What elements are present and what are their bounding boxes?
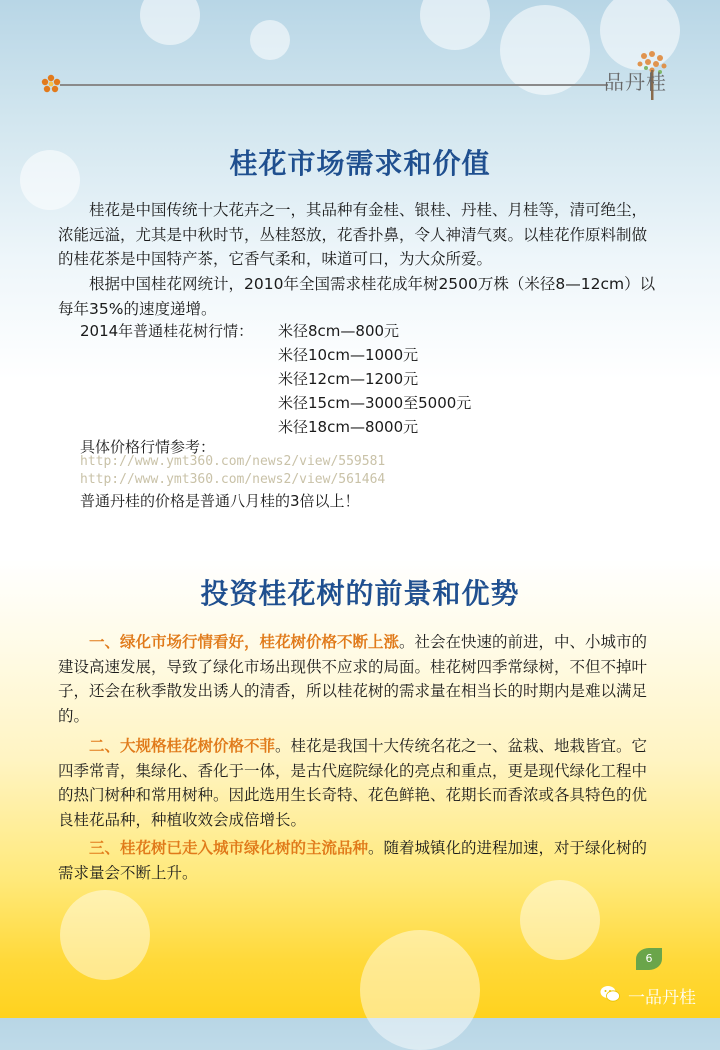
advantage-body: 。随着城镇化的进程加速，对于绿化树的需求量会不断上升。 xyxy=(58,839,648,882)
bokeh-circle xyxy=(60,890,150,980)
advantage-heading: 三、桂花树已走入城市绿化树的主流品种 xyxy=(89,839,369,857)
reference-heading: 具体价格行情参考： xyxy=(80,438,216,456)
advantage-item xyxy=(58,836,662,885)
section1-title: 桂花市场需求和价值 xyxy=(229,147,491,180)
watermark-text: 一品丹桂 xyxy=(628,988,696,1008)
advantage-body: 。社会在快速的前进，中、小城市的建设高速发展，导致了绿化市场出现供不应求的局面。桂花树四季常绿树，不但不掉叶子，还会在秋季散发出诱人的清香，所以桂花树的需求量在相当长的时期内是难以满足的。 xyxy=(58,633,648,725)
reference-link[interactable]: http://www.ymt360.com/news2/view/561464 xyxy=(80,472,386,487)
advantage-body: 。桂花是我国十大传统名花之一、盆栽、地栽皆宜。它四季常青，集绿化、香化于一体，是古代庭院绿化的亮点和重点，更是现代绿化工程中的热门树种和常用树种。因此选用生长奇特、花色鲜艳、花期长而香浓或各具特色的优良桂花品种，种植收效会成倍增长。 xyxy=(58,737,648,829)
header-divider xyxy=(60,84,608,86)
advantage-item xyxy=(58,734,662,832)
bokeh-circle xyxy=(140,0,200,45)
wechat-icon xyxy=(600,985,620,1003)
bokeh-circle xyxy=(520,880,600,960)
demand-paragraph: 根据中国桂花网统计，2010年全国需求桂花成年树2500万株（米径8—12cm）以每年35%的速度递增。 xyxy=(58,275,656,318)
price-heading: 2014年普通桂花树行情： xyxy=(80,322,254,340)
page-number: 6 xyxy=(636,948,662,970)
bokeh-circle xyxy=(360,930,480,1050)
intro-paragraph: 桂花是中国传统十大花卉之一，其品种有金桂、银桂、丹桂、月桂等，清可绝尘，浓能远溢，尤其是中秋时节，丛桂怒放，花香扑鼻，令人神清气爽。以桂花作原料制做的桂花茶是中国特产茶，它香气柔和，味道可口，为大众所爱。 xyxy=(58,201,648,268)
flower-icon xyxy=(40,73,62,95)
price-note: 普通丹桂的价格是普通八月桂的3倍以上！ xyxy=(80,492,360,510)
price-item: 米径8cm—800元 xyxy=(278,322,400,340)
reference-link[interactable]: http://www.ymt360.com/news2/view/559581 xyxy=(80,454,386,469)
bokeh-circle xyxy=(250,20,290,60)
price-item: 米径12cm—1200元 xyxy=(278,370,419,388)
bokeh-circle xyxy=(420,0,490,50)
advantage-item xyxy=(58,630,662,728)
price-item: 米径10cm—1000元 xyxy=(278,346,419,364)
section2-title: 投资桂花树的前景和优势 xyxy=(200,577,520,610)
brand-logo-text: 品丹桂 xyxy=(604,70,667,94)
advantage-heading: 二、大规格桂花树价格不菲 xyxy=(89,737,276,755)
advantage-heading: 一、绿化市场行情看好，桂花树价格不断上涨 xyxy=(89,633,400,651)
price-item: 米径18cm—8000元 xyxy=(278,418,419,436)
price-item: 米径15cm—3000至5000元 xyxy=(278,394,472,412)
bokeh-circle xyxy=(500,5,590,95)
